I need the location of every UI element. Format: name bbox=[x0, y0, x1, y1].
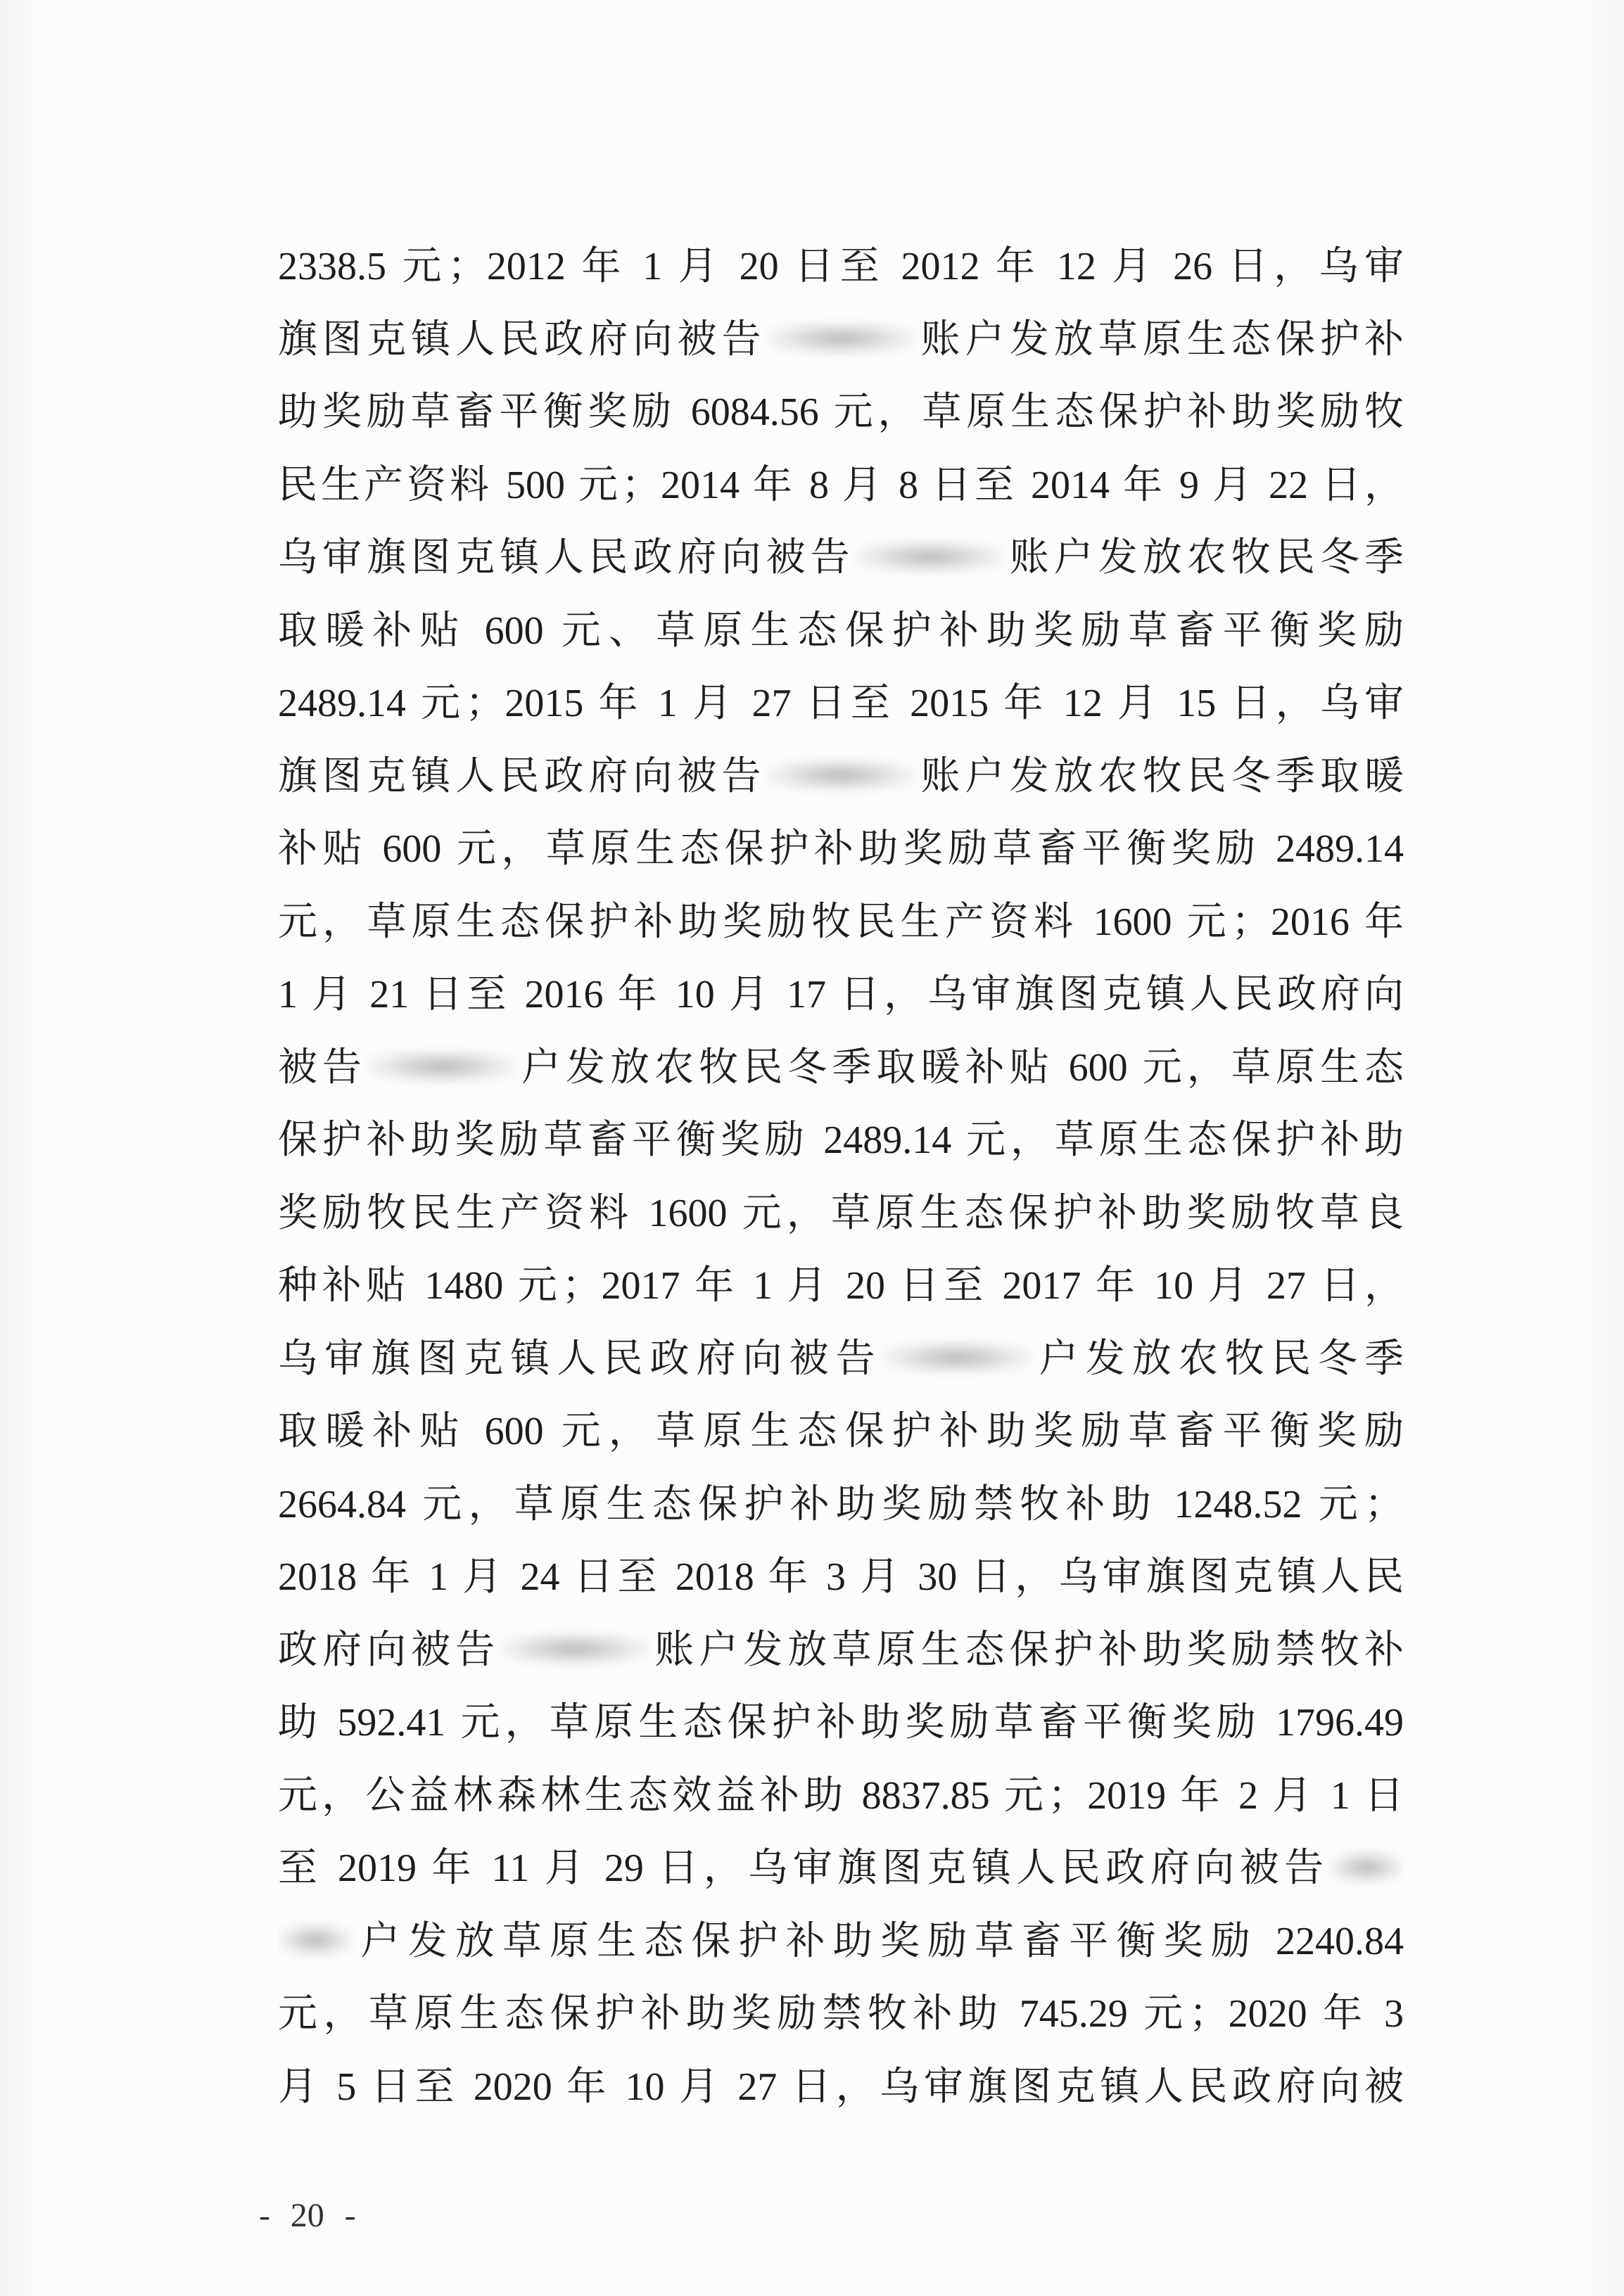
text-segment: 取暖补贴 600 元、草原生态保护补助奖励草畜平衡奖励 bbox=[278, 608, 1404, 653]
text-line bbox=[278, 1687, 1404, 1760]
text-segment: 取暖补贴 600 元，草原生态保护补助奖励草畜平衡奖励 bbox=[278, 1410, 1404, 1453]
redacted-name bbox=[1329, 1851, 1404, 1884]
text-line bbox=[278, 2051, 1404, 2124]
text-line bbox=[278, 1104, 1404, 1178]
body-text bbox=[278, 231, 1404, 2124]
text-segment: 旗图克镇人民政府向被告 bbox=[278, 317, 766, 362]
text-segment: 助 592.41 元，草原生态保护补助奖励草畜平衡奖励 1796.49 bbox=[278, 1701, 1404, 1745]
text-segment: 元，公益林森林生态效益补助 8837.85 元；2019 年 2 月 1 日 bbox=[278, 1773, 1404, 1818]
text-line bbox=[278, 1978, 1404, 2051]
text-line bbox=[278, 376, 1404, 449]
text-line bbox=[278, 595, 1404, 668]
text-segment: 户发放草原生态保护补助奖励草畜平衡奖励 2240.84 bbox=[353, 1919, 1404, 1963]
text-line bbox=[278, 231, 1404, 304]
text-segment: 月 5 日至 2020 年 10 月 27 日，乌审旗图克镇人民政府向被 bbox=[278, 2065, 1404, 2109]
text-segment: 种补贴 1480 元；2017 年 1 月 20 日至 2017 年 10 月 27 日， bbox=[278, 1264, 1404, 1308]
text-line bbox=[278, 1469, 1404, 1542]
redacted-name bbox=[766, 321, 916, 355]
text-segment: 被告 bbox=[278, 1045, 367, 1090]
redacted-name bbox=[766, 758, 916, 792]
text-line bbox=[278, 1832, 1404, 1906]
text-segment: 账户发放草原生态保护补 bbox=[915, 317, 1404, 362]
text-segment: 奖励牧民生产资料 1600 元，草原生态保护补助奖励牧草良 bbox=[278, 1191, 1404, 1235]
redacted-name bbox=[367, 1050, 516, 1083]
text-segment: 助奖励草畜平衡奖励 6084.56 元，草原生态保护补助奖励牧 bbox=[278, 390, 1404, 434]
text-segment: 元，草原生态保护补助奖励牧民生产资料 1600 元；2016 年 bbox=[278, 900, 1404, 944]
text-line bbox=[278, 813, 1404, 886]
text-segment: 2018 年 1 月 24 日至 2018 年 3 月 30 日，乌审旗图克镇人民 bbox=[278, 1555, 1404, 1599]
redacted-name bbox=[882, 1341, 1032, 1375]
redacted-name bbox=[855, 540, 1005, 574]
text-line bbox=[278, 886, 1404, 959]
text-segment: 2489.14 元；2015 年 1 月 27 日至 2015 年 12 月 15 日，乌审 bbox=[278, 682, 1404, 725]
text-segment: 元，草原生态保护补助奖励禁牧补助 745.29 元；2020 年 3 bbox=[278, 1992, 1404, 2036]
text-segment: 民生产资料 500 元；2014 年 8 月 8 日至 2014 年 9 月 22 日， bbox=[278, 463, 1404, 507]
text-line bbox=[278, 741, 1404, 814]
text-segment: 户发放农牧民冬季取暖补贴 600 元，草原生态 bbox=[516, 1045, 1404, 1090]
text-line bbox=[278, 522, 1404, 595]
text-segment: 2664.84 元，草原生态保护补助奖励禁牧补助 1248.52 元； bbox=[278, 1482, 1404, 1526]
text-segment: 账户发放农牧民冬季 bbox=[1004, 536, 1404, 580]
page-number: - 20 - bbox=[259, 2197, 356, 2234]
text-line bbox=[278, 1032, 1404, 1105]
text-segment: 账户发放草原生态保护补助奖励禁牧补 bbox=[649, 1628, 1404, 1672]
text-line bbox=[278, 304, 1404, 377]
text-segment: 乌审旗图克镇人民政府向被告 bbox=[278, 1337, 882, 1381]
text-segment: 账户发放农牧民冬季取暖 bbox=[915, 754, 1404, 798]
text-line bbox=[278, 1906, 1404, 1979]
text-line bbox=[278, 959, 1404, 1032]
text-segment: 政府向被告 bbox=[278, 1628, 500, 1672]
text-segment: 至 2019 年 11 月 29 日，乌审旗图克镇人民政府向被告 bbox=[278, 1847, 1329, 1890]
text-line bbox=[278, 1396, 1404, 1469]
text-segment: 乌审旗图克镇人民政府向被告 bbox=[278, 536, 855, 580]
text-line bbox=[278, 1760, 1404, 1833]
text-segment: 保护补助奖励草畜平衡奖励 2489.14 元，草原生态保护补助 bbox=[278, 1118, 1404, 1162]
text-line bbox=[278, 1323, 1404, 1396]
text-line bbox=[278, 449, 1404, 523]
text-line bbox=[278, 1614, 1404, 1688]
text-line bbox=[278, 668, 1404, 741]
text-segment: 补贴 600 元，草原生态保护补助奖励草畜平衡奖励 2489.14 bbox=[278, 827, 1404, 871]
text-line bbox=[278, 1250, 1404, 1323]
redacted-name bbox=[278, 1923, 353, 1957]
text-line bbox=[278, 1178, 1404, 1251]
text-line bbox=[278, 1541, 1404, 1614]
redacted-name bbox=[500, 1632, 649, 1666]
text-segment: 户发放农牧民冬季 bbox=[1032, 1337, 1404, 1381]
text-segment: 2338.5 元；2012 年 1 月 20 日至 2012 年 12 月 26 日，乌审 bbox=[278, 245, 1404, 288]
text-segment: 1 月 21 日至 2016 年 10 月 17 日，乌审旗图克镇人民政府向 bbox=[278, 973, 1404, 1016]
text-segment: 旗图克镇人民政府向被告 bbox=[278, 754, 766, 798]
